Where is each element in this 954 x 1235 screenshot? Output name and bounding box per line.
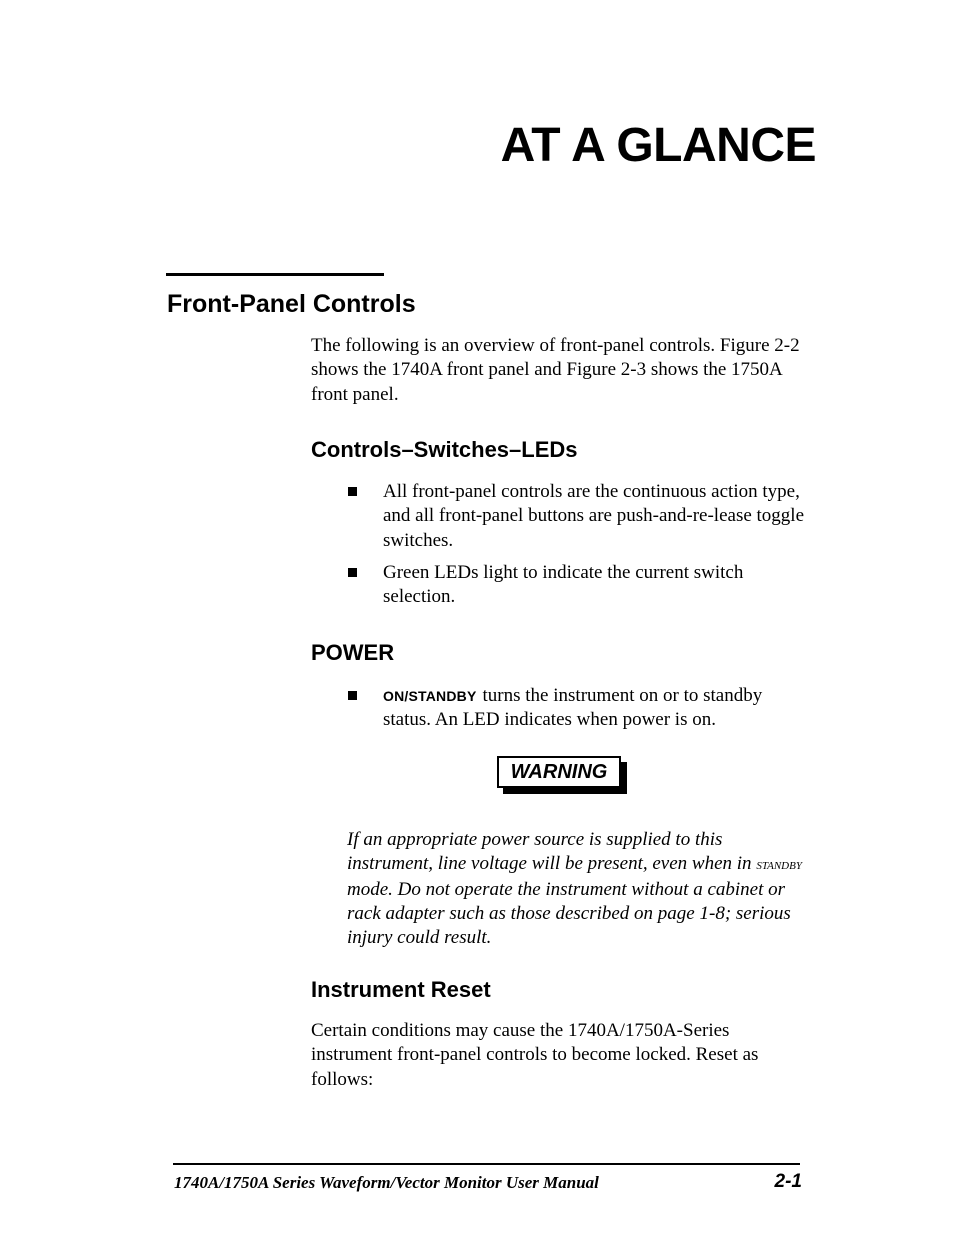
- intro-block: [311, 334, 811, 407]
- bullet-icon: [348, 691, 357, 700]
- warning-text: [347, 828, 807, 950]
- warning-text-part-1: If an appropriate power source is supplied to this instrument, line voltage will be present, even when in: [347, 829, 752, 875]
- warning-text-part-2: mode. Do not operate the instrument without a cabinet or rack adapter such as those described on page 1-8; serious injury could result.: [347, 878, 791, 949]
- power-bullet-list: [311, 684, 811, 733]
- section-heading: Front-Panel Controls: [167, 290, 416, 318]
- reset-heading: Instrument Reset: [311, 977, 491, 1002]
- section-rule: [166, 273, 384, 276]
- reset-paragraph: Certain conditions may cause the 1740A/1750A-Series instrument front-panel controls to become locked. Reset as follows:: [311, 1020, 759, 1090]
- controls-bullet-list: [311, 480, 811, 609]
- power-section: [311, 639, 811, 741]
- list-item: [311, 480, 811, 553]
- bullet-icon: [348, 568, 357, 577]
- bullet-text: Green LEDs light to indicate the current switch selection.: [383, 561, 744, 608]
- warning-label: WARNING: [497, 756, 621, 788]
- list-item: [311, 561, 811, 610]
- warning-label-box: [497, 756, 625, 792]
- reset-section: [311, 976, 811, 1092]
- chapter-title: AT A GLANCE: [500, 119, 816, 172]
- control-name: ON/STANDBY: [383, 688, 477, 704]
- controls-heading: Controls–Switches–LEDs: [311, 437, 578, 462]
- list-item: [311, 684, 811, 733]
- footer-rule: [173, 1163, 800, 1165]
- footer-manual-title: 1740A/1750A Series Waveform/Vector Monitor User Manual: [174, 1173, 599, 1192]
- bullet-icon: [348, 487, 357, 496]
- standby-mode-text: standby: [756, 856, 802, 874]
- intro-paragraph: The following is an overview of front-panel controls. Figure 2-2 shows the 1740A front panel and Figure 2-3 shows the 1750A front panel.: [311, 335, 800, 405]
- controls-section: [311, 436, 811, 617]
- control-description: turns the instrument on or to standby status. An LED indicates when power is on.: [383, 685, 763, 731]
- footer-page-number: 2-1: [774, 1171, 802, 1192]
- bullet-text: All front-panel controls are the continuous action type, and all front-panel buttons are push-and-re-lease toggle switches.: [383, 481, 805, 551]
- power-heading: POWER: [311, 640, 395, 665]
